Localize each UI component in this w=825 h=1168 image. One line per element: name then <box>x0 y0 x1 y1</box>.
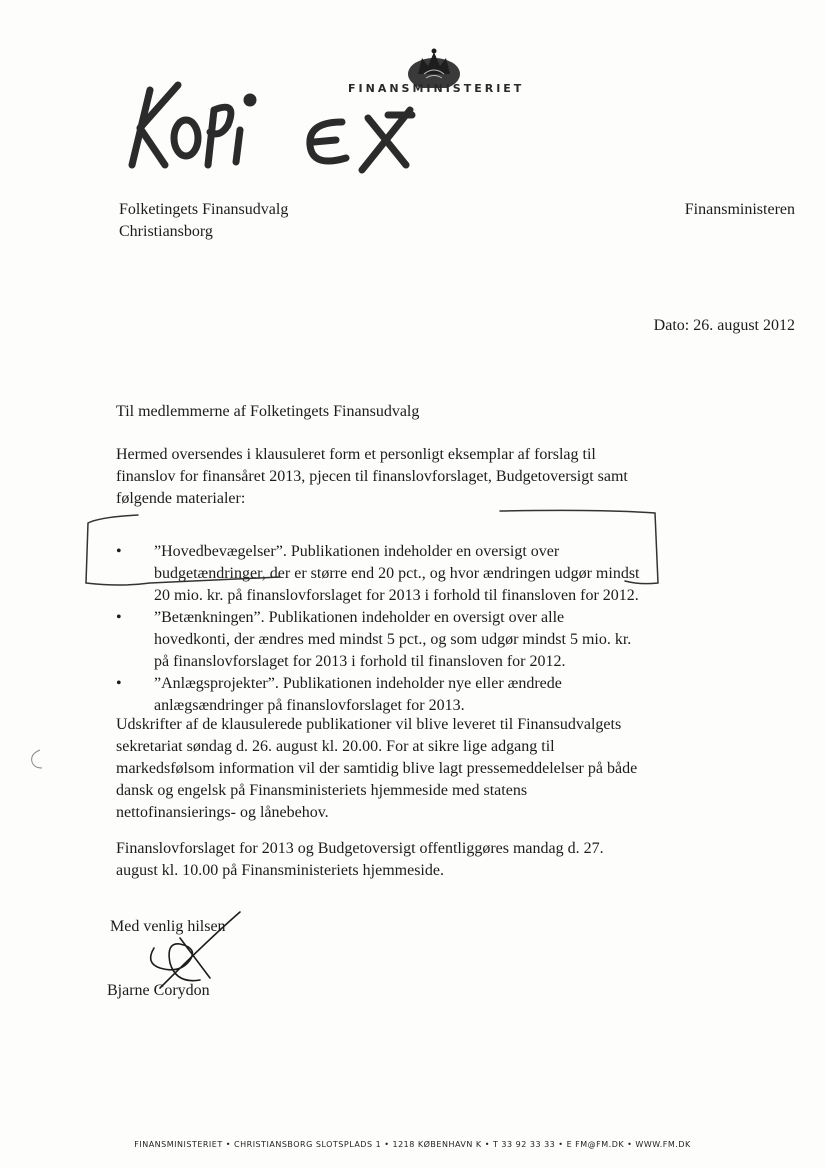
date-line: Dato: 26. august 2012 <box>653 317 795 334</box>
closing-line: Med venlig hilsen <box>110 918 226 935</box>
handwritten-signature <box>140 908 260 998</box>
bullet-text-hovedbevaegelser: ”Hovedbevægelser”. Publikationen indeholder en oversigt over budgetændringer, der er større end 20 pct., og hvor ændringen udgør mindst 20 mio. kr. på finanslovforslaget for 2013 i forhold til finansloven for 2012. <box>154 543 640 604</box>
bullet-icon: • <box>116 543 122 560</box>
letterhead-footer: FINANSMINISTERIET • CHRISTIANSBORG SLOTSPLADS 1 • 1218 KØBENHAVN K • T 33 92 33 33 • E FM@FM.DK • WWW.FM.DK <box>134 1140 691 1149</box>
greeting-line: Til medlemmerne af Folketingets Finansudvalg <box>116 403 420 420</box>
recipient-line-2: Christiansborg <box>119 223 213 240</box>
recipient-line-1: Folketingets Finansudvalg <box>119 201 289 218</box>
publication-paragraph: Finanslovforslaget for 2013 og Budgetoversigt offentliggøres mandag d. 27. august kl. 10.00 på Finansministeriets hjemmeside. <box>116 840 604 879</box>
list-item <box>116 673 644 717</box>
handdrawn-bracket-mark <box>80 505 670 600</box>
bullet-text-betaenkningen: ”Betænkningen”. Publikationen indeholder en oversigt over alle hovedkonti, der ændres med mindst 5 pct., og som udgør mindst 5 mio. kr. på finanslovforslaget for 2013 i forhold til finansloven for 2012. <box>154 609 632 670</box>
sender-title: Finansministeren <box>684 201 795 218</box>
ministry-wordmark: FINANSMINISTERIET <box>348 82 525 95</box>
bullet-icon: • <box>116 609 122 626</box>
intro-paragraph: Hermed oversendes i klausuleret form et personligt eksemplar af forslag til finanslov for finansåret 2013, pjecen til finanslovforslaget, Budgetoversigt samt følgende materialer: <box>116 446 628 507</box>
delivery-paragraph: Udskrifter af de klausulerede publikationer vil blive leveret til Finansudvalgets sekretariat søndag d. 26. august kl. 20.00. For at sikre lige adgang til markedsfølsom information vil der samtidig blive lagt pressemeddelelser på både dansk og engelsk på Finansministeriets hjemmeside med statens nettofinansierings- og lånebehov. <box>116 716 638 821</box>
list-item <box>116 607 644 673</box>
bullet-icon: • <box>116 675 122 692</box>
recipient-address <box>119 199 288 243</box>
bullet-text-anlaegsprojekter: ”Anlægsprojekter”. Publikationen indeholder nye eller ændrede anlægsændringer på finanslovforslaget for 2013. <box>154 675 562 714</box>
signer-name: Bjarne Corydon <box>107 982 210 999</box>
margin-mark <box>28 748 50 770</box>
kopi-ex-handwritten-stamp <box>110 70 440 180</box>
